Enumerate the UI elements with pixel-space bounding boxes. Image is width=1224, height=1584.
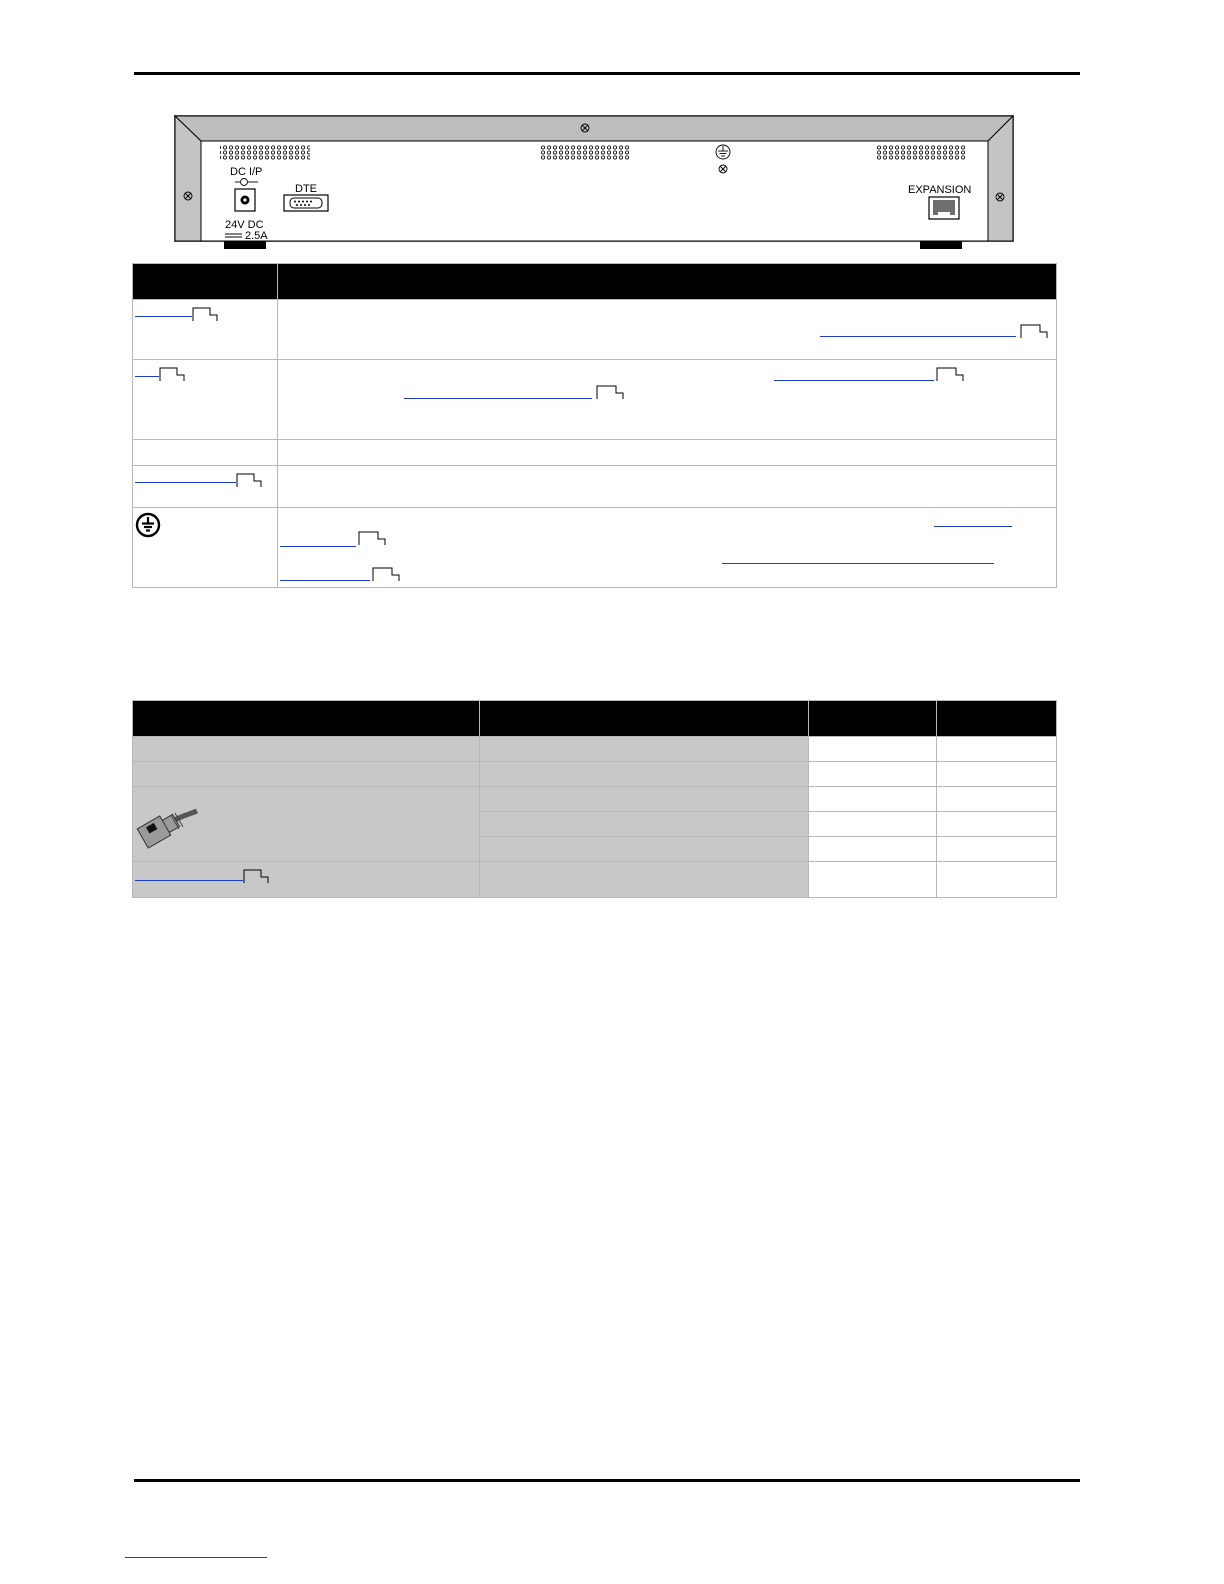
table-row <box>133 300 1057 360</box>
table-row <box>133 762 1057 787</box>
dc-input-label: DC I/P <box>230 166 263 178</box>
port-link[interactable] <box>135 482 236 483</box>
page-reference-icon[interactable] <box>936 366 964 382</box>
page-reference-icon[interactable] <box>372 566 400 582</box>
panel-foot-right <box>920 241 962 249</box>
page-reference-icon[interactable] <box>243 868 269 884</box>
voltage-label: 24V DC <box>225 219 264 231</box>
description-link[interactable] <box>280 546 356 547</box>
parts-table-header-4 <box>937 701 1057 737</box>
description-link[interactable] <box>722 563 994 564</box>
vent-grille-left <box>220 145 310 160</box>
expansion-label: EXPANSION <box>908 184 972 196</box>
parts-table-header-1 <box>133 701 480 737</box>
current-label: 2.5A <box>245 230 268 242</box>
ground-symbol-icon <box>135 512 161 538</box>
power-cord-plug-icon <box>135 807 199 851</box>
ports-table-header-port <box>133 264 278 300</box>
page-reference-icon[interactable] <box>192 306 218 322</box>
table-row <box>133 440 1057 466</box>
parts-table <box>132 700 1057 898</box>
table-row <box>133 466 1057 508</box>
page-reference-icon[interactable] <box>159 366 185 382</box>
page-reference-icon[interactable] <box>236 472 262 488</box>
description-link[interactable] <box>280 580 370 581</box>
ports-table <box>132 263 1057 588</box>
table-row <box>133 787 1057 812</box>
description-link[interactable] <box>774 380 934 381</box>
part-link[interactable] <box>135 880 243 881</box>
table-row <box>133 360 1057 440</box>
description-link[interactable] <box>404 398 592 399</box>
table-row <box>133 737 1057 762</box>
table-row <box>133 862 1057 898</box>
table-row <box>133 508 1057 588</box>
ports-table-header-description <box>278 264 1057 300</box>
port-link[interactable] <box>135 316 192 317</box>
port-link[interactable] <box>135 376 159 377</box>
vent-grille-center <box>540 145 630 160</box>
page-reference-icon[interactable] <box>1020 323 1048 339</box>
description-link[interactable] <box>934 526 1012 527</box>
parts-table-header-3 <box>809 701 937 737</box>
footer-rule <box>134 1479 1080 1482</box>
vent-grille-right <box>875 145 965 160</box>
page-reference-icon[interactable] <box>358 530 386 546</box>
panel-foot-left <box>224 241 266 249</box>
module-rear-panel-diagram <box>174 115 1014 251</box>
dte-label: DTE <box>295 183 317 195</box>
parts-table-header-2 <box>480 701 809 737</box>
description-link[interactable] <box>820 336 1016 337</box>
page-reference-icon[interactable] <box>596 384 624 400</box>
header-rule <box>134 72 1080 75</box>
footer-link[interactable] <box>125 1557 267 1558</box>
